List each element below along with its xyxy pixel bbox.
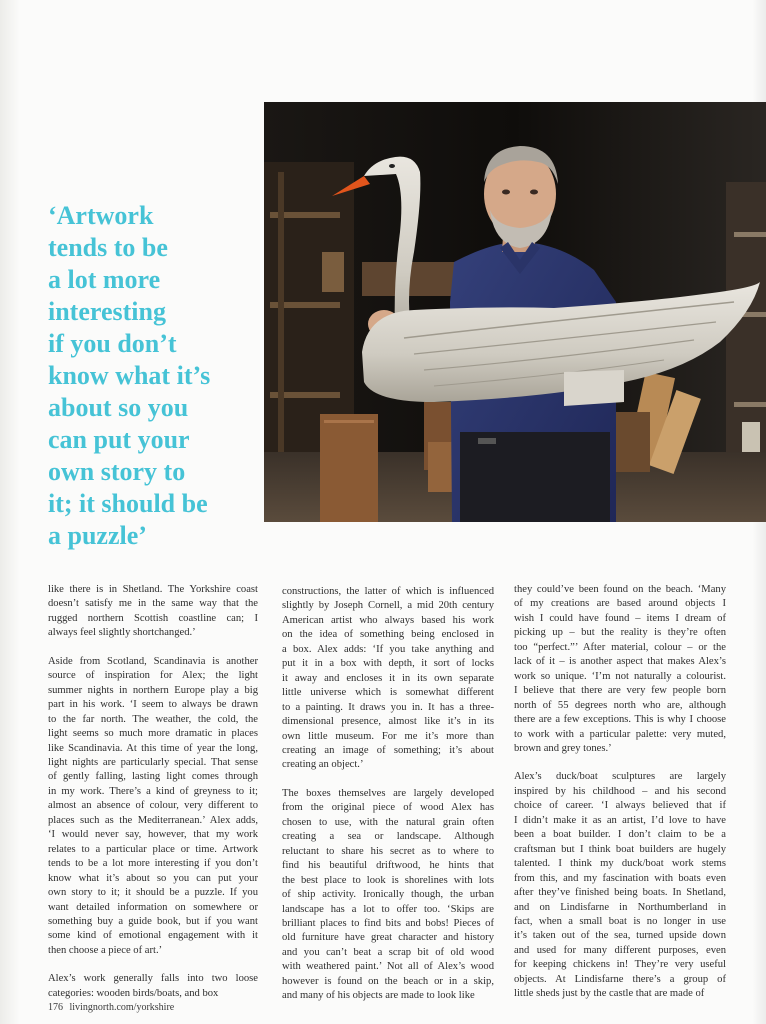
body-text-line: to work with a particular palette: very muted,	[514, 728, 726, 740]
body-paragraph	[514, 583, 726, 756]
article-column-1	[48, 583, 258, 1015]
body-text-line: creating a sea or landscape. Although	[282, 831, 494, 843]
body-text-line: constructions, the latter of which is influenced	[282, 586, 494, 597]
body-paragraph	[282, 585, 494, 773]
body-text-line: too “perfect.”’ After material, colour – or the	[514, 641, 726, 653]
body-text-line: reluctant to share his secret as to where to	[282, 845, 494, 857]
body-text-line: The boxes themselves are largely developed	[282, 787, 494, 799]
body-text-line: to the far north. The weather, the cold, the	[48, 713, 258, 725]
body-text-line: chosen to use, with the natural grain often	[282, 816, 494, 828]
body-text-line: creating an image of something; it’s about	[282, 744, 494, 756]
article-column-3	[514, 583, 726, 1016]
body-text-line: part in his work. ‘I seem to always be drawn	[48, 699, 258, 711]
body-text-line: for keeping chickens in! They’re very useful	[514, 959, 726, 971]
body-text-line: always feel slightly shortchanged.’	[48, 627, 196, 639]
photo-man-holding-wooden-swan	[264, 102, 766, 522]
body-text-line: however is found on the beach or in a skip,	[282, 975, 494, 987]
body-text-line: and used for many different purposes, even	[514, 944, 726, 956]
pull-quote-line: know what it’s	[48, 361, 211, 390]
body-text-line: on the idea of something being enclosed in	[282, 629, 494, 641]
body-text-line: of my creations are based around objects I	[514, 598, 726, 610]
body-text-line: of gently falling, lasting light comes through	[48, 771, 258, 783]
pull-quote-line: it; it should be	[48, 489, 208, 518]
body-text-line: and many of his objects are made to look like	[282, 990, 475, 1002]
body-text-line: Alex’s work generally falls into two loose	[48, 973, 258, 985]
body-text-line: light seems so much more dramatic in places	[48, 728, 258, 740]
body-text-line: inspired by his childhood – and his second	[514, 785, 726, 797]
body-text-line: fact, when a small boat is no longer in use	[514, 915, 726, 927]
body-text-line: then choose a piece of art.’	[48, 944, 163, 956]
body-text-line: slightly by Joseph Cornell, a mid 20th century	[282, 600, 494, 612]
body-text-line: picking up – but the reality is they’re often	[514, 627, 726, 639]
body-text-line: I believe that there are very few people born	[514, 685, 726, 697]
body-text-line: doesn’t satisfy me in the same way that the	[48, 598, 258, 610]
body-text-line: Aside from Scotland, Scandinavia is another	[48, 655, 258, 667]
body-text-line: brilliant places to find bits and bobs! Pieces of	[282, 917, 494, 929]
site-url: livingnorth.com/yorkshire	[69, 1002, 175, 1013]
body-text-line: after they’ve finished being boats. In Shetland,	[514, 887, 726, 899]
body-text-line: almost an absence of colour, very different to	[48, 800, 258, 812]
body-text-line: summer nights in northern Europe play a big	[48, 684, 258, 696]
body-text-line: to a painting. It draws you in. It has a three-	[282, 701, 494, 713]
body-text-line: light nights are particularly special. That sense	[48, 756, 258, 768]
body-text-line: in my work. There’s a kind of greyness to it;	[48, 785, 258, 797]
body-text-line: Alex’s duck/boat sculptures are largely	[514, 771, 726, 783]
body-text-line: it away and encloses it in its own separate	[282, 672, 494, 684]
body-paragraph	[282, 787, 494, 1004]
body-text-line: tends to be a lot more interesting if you don’t	[48, 858, 258, 870]
body-text-line: categories: wooden birds/boats, and box	[48, 987, 219, 999]
body-text-line: been a boat builder. I don’t claim to be a	[514, 829, 726, 841]
body-text-line: little universe which is somewhat different	[282, 687, 494, 699]
pull-quote-line: if you don’t	[48, 329, 177, 358]
body-text-line: own story to it; it should be a puzzle. If you	[48, 887, 258, 899]
article-photo	[264, 102, 766, 522]
body-text-line: north of 55 degrees north who are, although	[514, 699, 726, 711]
body-paragraph	[514, 770, 726, 1001]
body-text-line: like Scandinavia. At this time of year the long,	[48, 742, 258, 754]
body-paragraph	[48, 972, 258, 1001]
body-text-line: lack of it – is another aspect that makes Alex’s	[514, 656, 726, 668]
body-text-line: American artist who always based his work	[282, 614, 494, 626]
body-text-line: landscape has a lot to offer too. ‘Skips are	[282, 903, 494, 915]
body-text-line: of ship activity. Ironically though, the urban	[282, 889, 494, 901]
body-text-line: some kind of emotional engagement with it	[48, 930, 258, 942]
body-text-line: they could’ve been found on the beach. ‘Many	[514, 584, 726, 595]
body-text-line: rugged northern Scottish coastline can; I	[48, 612, 258, 624]
body-text-line: from the original piece of wood Alex has	[282, 802, 494, 814]
body-paragraph	[48, 583, 258, 641]
body-text-line: and you can’t beat a scrap bit of old wood	[282, 946, 494, 958]
body-text-line: the best place to look is shorelines with lots	[282, 874, 494, 886]
body-paragraph	[48, 655, 258, 959]
body-text-line: from this, and my fascination with boats even	[514, 872, 726, 884]
body-text-line: source of inspiration for Alex; the light	[48, 670, 258, 682]
pull-quote-line: interesting	[48, 297, 166, 326]
body-text-line: a box. Alex adds: ‘If you take anything and	[282, 643, 494, 655]
body-text-line: objects. At Lindisfarne there’s a group of	[514, 973, 726, 985]
body-text-line: dimensional presence, almost like it’s in its	[282, 716, 494, 728]
pull-quote-line: ‘Artwork	[48, 201, 154, 230]
body-text-line: craftsman but I think boat builders are hugely	[514, 843, 726, 855]
pull-quote-line: can put your	[48, 425, 190, 454]
body-text-line: put it in a box with depth, it sort of locks	[282, 658, 494, 670]
body-text-line: with weathered paint.’ Not all of Alex’s wood	[282, 961, 494, 973]
body-text-line: work so unique. ‘I’m not naturally a colourist.	[514, 670, 726, 682]
pull-quote-line: a lot more	[48, 265, 161, 294]
article-column-2	[282, 585, 494, 1018]
pull-quote-line: own story to	[48, 457, 186, 486]
body-text-line: I didn’t make it as an artist, I’d love to have	[514, 814, 726, 826]
body-text-line: know what it’s about so you can put your	[48, 872, 258, 884]
body-text-line: places such as the Mediterranean.’ Alex adds,	[48, 814, 258, 826]
pull-quote-line: tends to be	[48, 233, 168, 262]
body-text-line: it’s taken out of the sea, turned upside down	[514, 930, 726, 942]
body-text-line: wish I could have found – items I dream of	[514, 612, 726, 624]
body-text-line: relates to a particular place or time. Artwork	[48, 843, 258, 855]
body-text-line: creating an object.’	[282, 759, 364, 771]
pull-quote-line: a puzzle’	[48, 521, 147, 550]
body-text-line: brown and grey tones.’	[514, 742, 612, 754]
body-text-line: choice of career. ‘I always believed that if	[514, 800, 726, 812]
body-text-line: something buy a guide book, but if you want	[48, 915, 258, 927]
body-text-line: talented. I think my duck/boat work stems	[514, 858, 726, 870]
pull-quote-line: about so you	[48, 393, 189, 422]
page-folio	[48, 1002, 174, 1013]
page-gutter-shadow	[0, 0, 20, 1024]
pull-quote	[48, 200, 258, 552]
body-text-line: find his beautiful driftwood, he hints that	[282, 860, 494, 872]
body-text-line: like there is in Shetland. The Yorkshire coast	[48, 584, 258, 595]
body-text-line: and on Lindisfarne in Northumberland in	[514, 901, 726, 913]
page-number: 176	[48, 1002, 63, 1013]
body-text-line: ‘I would never say, however, that my work	[48, 829, 258, 841]
body-text-line: old furniture have great character and history	[282, 932, 494, 944]
body-text-line: want detailed information on somewhere or	[48, 901, 258, 913]
body-text-line: there are a few exceptions. This is why I choose	[514, 714, 726, 726]
body-text-line: little sheds just by the castle that are made of	[514, 988, 705, 1000]
body-text-line: own little museum. For me it’s more than	[282, 730, 494, 742]
